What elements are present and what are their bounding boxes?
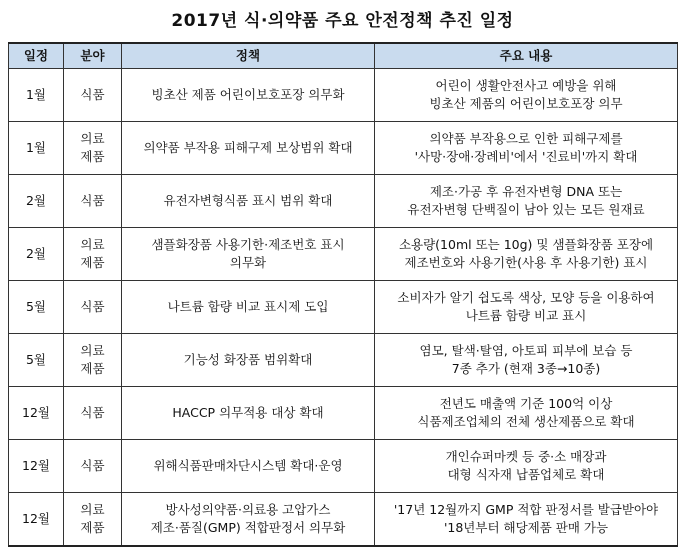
row-month: 12월 (9, 493, 64, 546)
row-detail: 전년도 매출액 기준 100억 이상 식품제조업체의 전체 생산제품으로 확대 (375, 387, 678, 440)
row-detail: 어린이 생활안전사고 예방을 위해 빙초산 제품의 어린이보호포장 의무 (375, 69, 678, 122)
row-detail: 개인슈퍼마켓 등 중·소 매장과 대형 식자재 납품업체로 확대 (375, 440, 678, 493)
header-detail: 주요 내용 (375, 43, 678, 69)
row-month: 12월 (9, 387, 64, 440)
header-field: 분야 (64, 43, 122, 69)
row-policy: 빙초산 제품 어린이보호포장 의무화 (122, 69, 375, 122)
header-policy: 정책 (122, 43, 375, 69)
table-row (9, 69, 678, 122)
table-row (9, 281, 678, 334)
row-field: 의료 제품 (64, 334, 122, 387)
row-policy: 방사성의약품·의료용 고압가스 제조·품질(GMP) 적합판정서 의무화 (122, 493, 375, 546)
row-detail: '17년 12월까지 GMP 적합 판정서를 발급받아야 '18년부터 해당제품 판매 가능 (375, 493, 678, 546)
row-policy: 나트륨 함량 비교 표시제 도입 (122, 281, 375, 334)
row-month: 1월 (9, 122, 64, 175)
row-detail: 염모, 탈색·탈염, 아토피 피부에 보습 등 7종 추가 (현재 3종→10종) (375, 334, 678, 387)
row-policy: 위해식품판매차단시스템 확대·운영 (122, 440, 375, 493)
row-month: 5월 (9, 281, 64, 334)
row-detail: 소용량(10ml 또는 10g) 및 샘플화장품 포장에 제조번호와 사용기한(사용 후 사용기한) 표시 (375, 228, 678, 281)
row-month: 5월 (9, 334, 64, 387)
row-policy: 의약품 부작용 피해구제 보상범위 확대 (122, 122, 375, 175)
table-row (9, 387, 678, 440)
row-detail: 제조·가공 후 유전자변형 DNA 또는 유전자변형 단백질이 남아 있는 모든 원재료 (375, 175, 678, 228)
document-title: 2017년 식·의약품 주요 안전정책 추진 일정 (171, 11, 514, 31)
table-header-row (9, 43, 678, 69)
row-field: 식품 (64, 387, 122, 440)
row-field: 의료 제품 (64, 228, 122, 281)
row-field: 식품 (64, 440, 122, 493)
table-row (9, 122, 678, 175)
header-month: 일정 (9, 43, 64, 69)
row-field: 의료 제품 (64, 122, 122, 175)
row-policy: 샘플화장품 사용기한·제조번호 표시 의무화 (122, 228, 375, 281)
row-field: 식품 (64, 175, 122, 228)
table-row (9, 334, 678, 387)
table-row (9, 228, 678, 281)
table-row (9, 175, 678, 228)
row-policy: 유전자변형식품 표시 범위 확대 (122, 175, 375, 228)
row-month: 1월 (9, 69, 64, 122)
row-month: 2월 (9, 228, 64, 281)
row-policy: 기능성 화장품 범위확대 (122, 334, 375, 387)
policy-schedule-table (8, 42, 678, 547)
row-month: 2월 (9, 175, 64, 228)
row-field: 의료 제품 (64, 493, 122, 546)
table-row (9, 493, 678, 546)
table-row (9, 440, 678, 493)
row-detail: 의약품 부작용으로 인한 피해구제를 '사망·장애·장례비'에서 '진료비'까지 확대 (375, 122, 678, 175)
row-policy: HACCP 의무적용 대상 확대 (122, 387, 375, 440)
row-month: 12월 (9, 440, 64, 493)
row-detail: 소비자가 알기 쉽도록 색상, 모양 등을 이용하여 나트륨 함량 비교 표시 (375, 281, 678, 334)
row-field: 식품 (64, 69, 122, 122)
row-field: 식품 (64, 281, 122, 334)
